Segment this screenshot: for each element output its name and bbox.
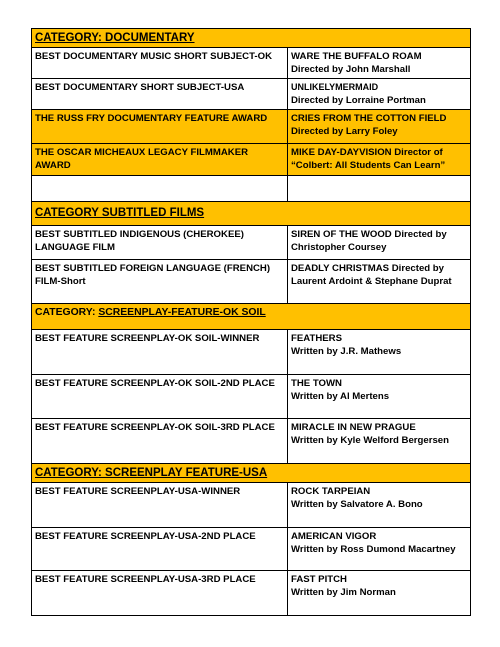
winner-credit: Written by Jim Norman — [291, 587, 396, 598]
winner-cell — [288, 226, 471, 260]
winner-title: CRIES FROM THE COTTON FIELD — [291, 113, 447, 124]
winner-title: DEADLY CHRISTMAS Directed by — [291, 263, 444, 274]
award-name: BEST DOCUMENTARY MUSIC SHORT SUBJECT-OK — [32, 48, 288, 79]
table-row — [32, 330, 471, 375]
table-row — [32, 571, 471, 616]
category-title: SCREENPLAY-FEATURE-OK SOIL — [98, 307, 266, 318]
category-title: CATEGORY: DOCUMENTARY — [35, 32, 195, 44]
winner-cell — [288, 110, 471, 144]
winner-credit: “Colbert: All Students Can Learn” — [291, 160, 446, 171]
table-row — [32, 48, 471, 79]
award-name: BEST SUBTITLED INDIGENOUS (CHEROKEE) LANGUAGE FILM — [32, 226, 288, 260]
winner-title: ROCK TARPEIAN — [291, 486, 371, 497]
winner-cell — [288, 79, 471, 110]
winner-title: WARE THE BUFFALO ROAM — [291, 51, 422, 62]
table-row — [32, 260, 471, 304]
table-row — [32, 528, 471, 571]
winner-title: FAST PITCH — [291, 574, 347, 585]
winner-credit: Written by Al Mertens — [291, 391, 390, 402]
category-header-screenplay-ok-soil — [32, 304, 471, 330]
category-header-documentary — [32, 29, 471, 48]
category-title: CATEGORY: SCREENPLAY FEATURE-USA — [35, 467, 268, 479]
winner-cell — [288, 48, 471, 79]
table-row-highlighted — [32, 144, 471, 176]
category-prefix: CATEGORY: — [35, 307, 99, 318]
award-name: BEST FEATURE SCREENPLAY-USA-3RD PLACE — [32, 571, 288, 616]
winner-cell — [288, 528, 471, 571]
table-row — [32, 419, 471, 464]
category-header-screenplay-usa — [32, 464, 471, 483]
award-name: BEST FEATURE SCREENPLAY-OK SOIL-2ND PLACE — [32, 375, 288, 419]
award-name: BEST FEATURE SCREENPLAY-OK SOIL-3RD PLACE — [32, 419, 288, 464]
winner-title: SIREN OF THE WOOD Directed by — [291, 229, 447, 240]
winner-title: FEATHERS — [291, 333, 342, 344]
table-row — [32, 226, 471, 260]
winner-title: AMERICAN VIGOR — [291, 531, 377, 542]
winner-cell — [288, 483, 471, 528]
winner-cell — [288, 330, 471, 375]
award-name: BEST FEATURE SCREENPLAY-OK SOIL-WINNER — [32, 330, 288, 375]
winner-cell — [288, 419, 471, 464]
winner-credit: Written by Salvatore A. Bono — [291, 499, 423, 510]
award-name: THE OSCAR MICHEAUX LEGACY FILMMAKER AWARD — [32, 144, 288, 176]
table-row — [32, 483, 471, 528]
winner-title: THE TOWN — [291, 378, 342, 389]
table-row-highlighted — [32, 110, 471, 144]
spacer-row — [32, 176, 471, 202]
table-row — [32, 79, 471, 110]
winner-credit: Christopher Coursey — [291, 242, 387, 253]
winner-credit: Directed by Lorraine Portman — [291, 95, 426, 106]
winner-credit: Written by Kyle Welford Bergersen — [291, 435, 449, 446]
winner-cell — [288, 375, 471, 419]
category-title: CATEGORY SUBTITLED FILMS — [35, 207, 205, 219]
winner-title: UNLIKELYMERMAID — [291, 82, 379, 92]
award-name: BEST FEATURE SCREENPLAY-USA-2ND PLACE — [32, 528, 288, 571]
award-name: BEST DOCUMENTARY SHORT SUBJECT-USA — [32, 79, 288, 110]
winner-title: MIKE DAY-DAYVISION Director of — [291, 147, 443, 158]
winner-credit: Written by J.R. Mathews — [291, 346, 402, 357]
award-name: BEST SUBTITLED FOREIGN LANGUAGE (FRENCH) FILM-Short — [32, 260, 288, 304]
winner-title: MIRACLE IN NEW PRAGUE — [291, 422, 416, 433]
winner-credit: Laurent Ardoint & Stephane Duprat — [291, 276, 452, 287]
awards-table — [31, 28, 471, 616]
table-row — [32, 375, 471, 419]
winner-credit: Directed by Larry Foley — [291, 126, 398, 137]
award-name: THE RUSS FRY DOCUMENTARY FEATURE AWARD — [32, 110, 288, 144]
winner-credit: Directed by John Marshall — [291, 64, 411, 75]
category-header-subtitled — [32, 202, 471, 226]
winner-cell — [288, 571, 471, 616]
winner-cell — [288, 144, 471, 176]
winner-cell — [288, 260, 471, 304]
award-name: BEST FEATURE SCREENPLAY-USA-WINNER — [32, 483, 288, 528]
winner-credit: Written by Ross Dumond Macartney — [291, 544, 456, 555]
